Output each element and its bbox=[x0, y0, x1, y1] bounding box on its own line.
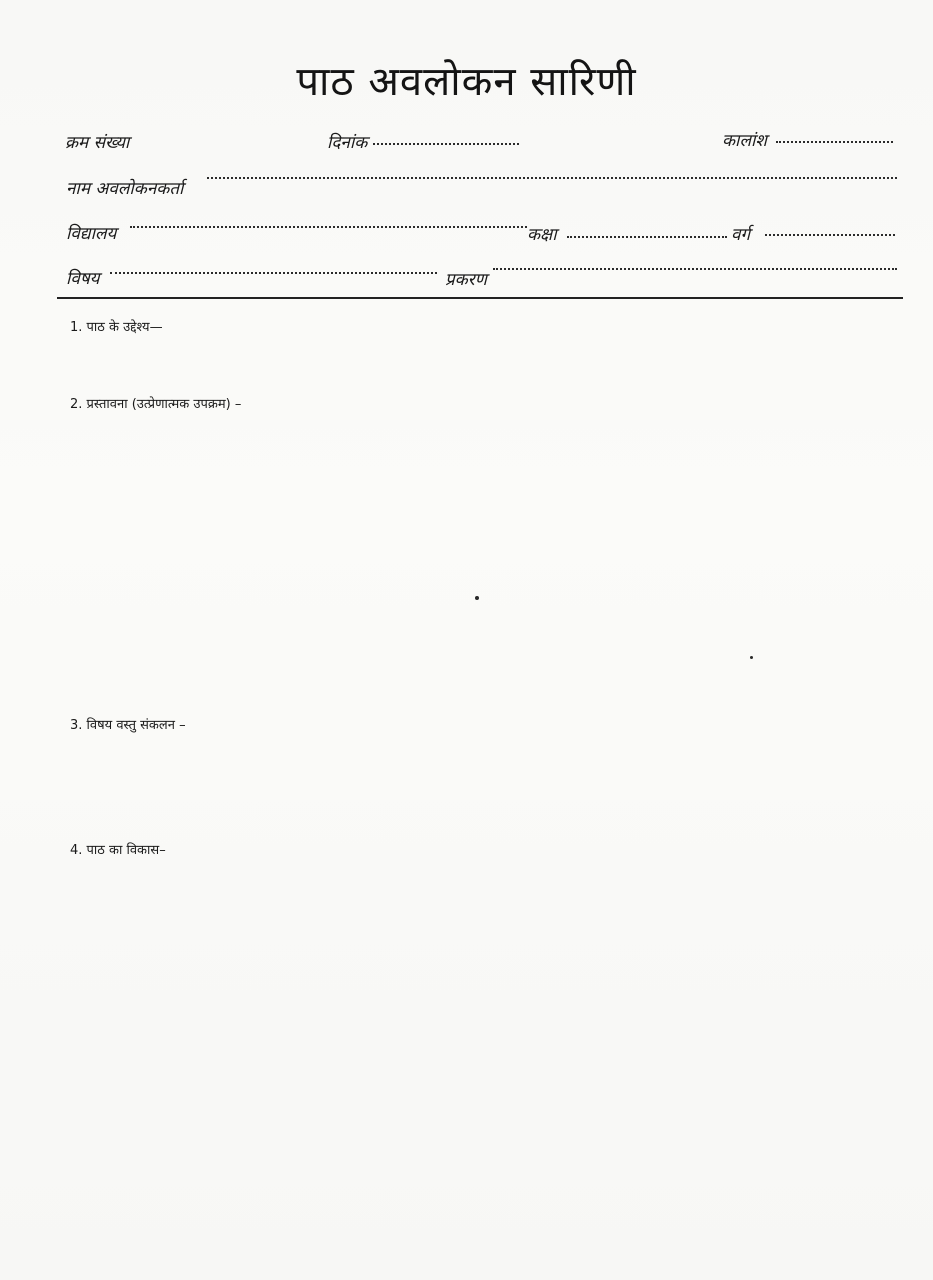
section-introduction: 2. प्रस्तावना (उत्प्रेणात्मक उपक्रम) – bbox=[70, 397, 242, 412]
school-field[interactable] bbox=[130, 226, 527, 228]
topic-field[interactable] bbox=[493, 268, 897, 270]
period-label: कालांश bbox=[722, 131, 767, 151]
class-field[interactable] bbox=[567, 236, 727, 238]
class-label: कक्षा bbox=[527, 225, 557, 245]
section-content-collection: 3. विषय वस्तु संकलन – bbox=[70, 718, 186, 733]
section-objectives: 1. पाठ के उद्देश्य— bbox=[70, 320, 163, 335]
subject-label: विषय bbox=[66, 269, 100, 289]
section-lesson-development: 4. पाठ का विकास– bbox=[70, 843, 166, 858]
section-field[interactable] bbox=[765, 234, 895, 236]
school-label: विद्यालय bbox=[66, 224, 117, 244]
period-field[interactable] bbox=[776, 141, 893, 143]
header-divider bbox=[57, 297, 903, 299]
topic-label: प्रकरण bbox=[445, 270, 487, 290]
date-label: दिनांक bbox=[327, 133, 368, 153]
observer-name-label: नाम अवलोकनकर्ता bbox=[66, 179, 184, 199]
page-title: पाठ अवलोकन सारिणी bbox=[296, 59, 637, 105]
ink-dot bbox=[475, 596, 479, 600]
subject-field[interactable] bbox=[110, 272, 437, 274]
section-label: वर्ग bbox=[731, 225, 751, 245]
observer-name-field[interactable] bbox=[207, 177, 897, 179]
serial-number-label: क्रम संख्या bbox=[65, 133, 130, 153]
date-field[interactable] bbox=[373, 143, 519, 145]
ink-dot bbox=[750, 656, 753, 659]
